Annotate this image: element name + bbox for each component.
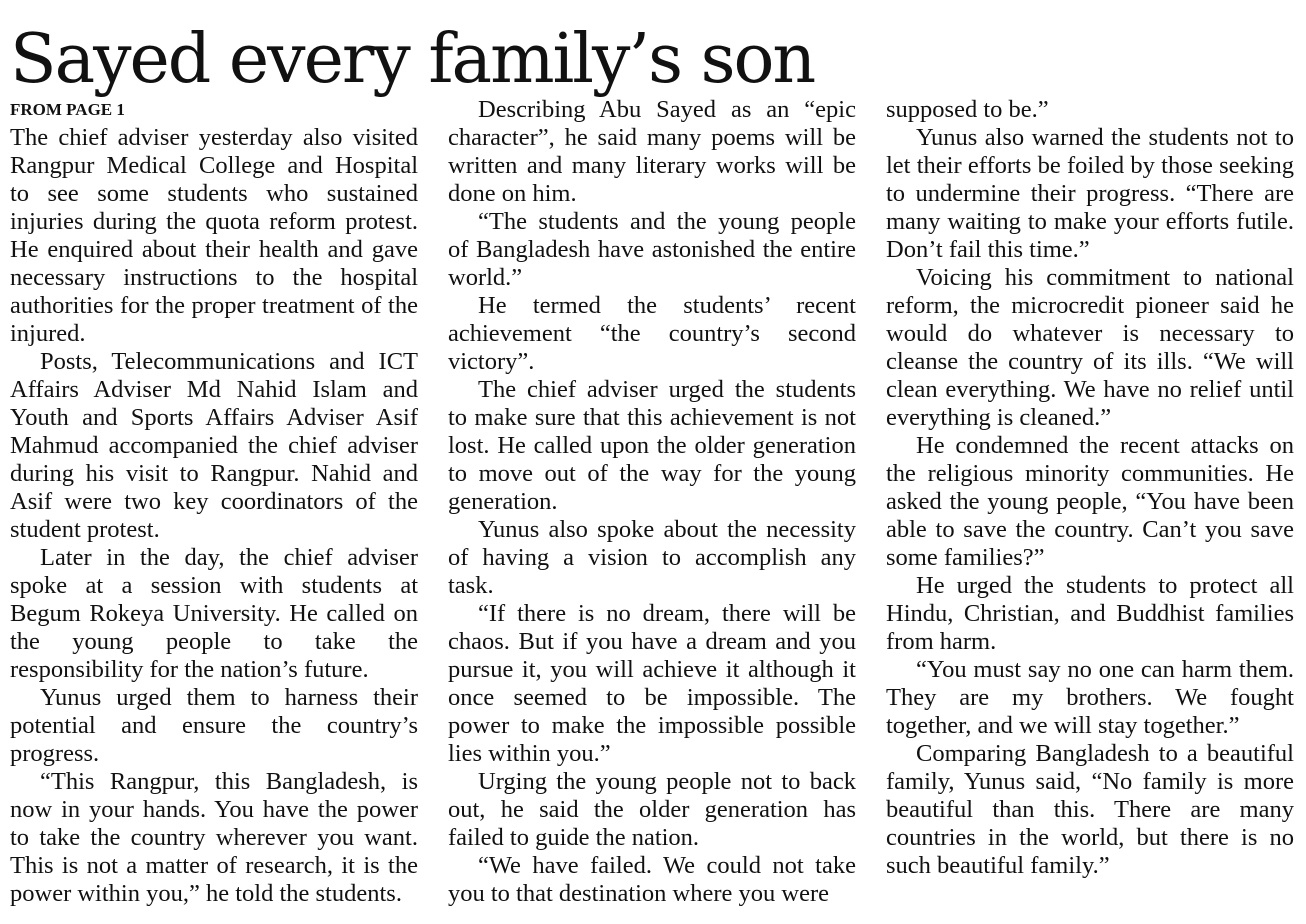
article-column-3 <box>886 96 1294 916</box>
continuation-kicker: FROM PAGE 1 <box>10 100 125 119</box>
paragraph: “We have failed. We could not take you to that destination where you were <box>448 852 856 907</box>
paragraph: “If there is no dream, there will be chaos. But if you have a dream and you pursue it, you will achieve it although it once seemed to be impossible. The power to make the impossible possible lies within you.” <box>448 600 856 767</box>
paragraph: Yunus also spoke about the necessity of having a vision to accomplish any task. <box>448 516 856 599</box>
article-column-2 <box>448 96 856 916</box>
paragraph: The chief adviser yesterday also visited Rangpur Medical College and Hospital to see some students who sustained injuries during the quota reform protest. He enquired about their health and gave necessary instructions to the hospital authorities for the proper treatment of the injured. <box>10 124 418 347</box>
article-column-1 <box>10 96 418 916</box>
headline: Sayed every family’s son <box>10 20 815 99</box>
paragraph: Comparing Bangladesh to a beautiful family, Yunus said, “No family is more beautiful than this. There are many countries in the world, but there is no such beautiful family.” <box>886 740 1294 879</box>
paragraph: Yunus also warned the students not to let their efforts be foiled by those seeking to undermine their progress. “There are many waiting to make your efforts futile. Don’t fail this time.” <box>886 124 1294 263</box>
paragraph: Posts, Telecommunications and ICT Affairs Adviser Md Nahid Islam and Youth and Sports Affairs Adviser Asif Mahmud accompanied the chief adviser during his visit to Rangpur. Nahid and Asif were two key coordinators of the student protest. <box>10 348 418 543</box>
paragraph: Describing Abu Sayed as an “epic character”, he said many poems will be written and many literary works will be done on him. <box>448 96 856 207</box>
paragraph: Later in the day, the chief adviser spoke at a session with students at Begum Rokeya University. He called on the young people to take the responsibility for the nation’s future. <box>10 544 418 683</box>
paragraph: The chief adviser urged the students to make sure that this achievement is not lost. He called upon the older generation to move out of the way for the young generation. <box>448 376 856 515</box>
paragraph: He termed the students’ recent achievement “the country’s second victory”. <box>448 292 856 375</box>
paragraph: “You must say no one can harm them. They are my brothers. We fought together, and we will stay together.” <box>886 656 1294 739</box>
paragraph: He condemned the recent attacks on the religious minority communities. He asked the young people, “You have been able to save the country. Can’t you save some families?” <box>886 432 1294 571</box>
paragraph: “This Rangpur, this Bangladesh, is now in your hands. You have the power to take the country wherever you want. This is not a matter of research, it is the power within you,” he told the students. <box>10 768 418 907</box>
paragraph: He urged the students to protect all Hindu, Christian, and Buddhist families from harm. <box>886 572 1294 655</box>
paragraph: Urging the young people not to back out, he said the older generation has failed to guide the nation. <box>448 768 856 851</box>
paragraph: supposed to be.” <box>886 96 1049 123</box>
paragraph: “The students and the young people of Bangladesh have astonished the entire world.” <box>448 208 856 291</box>
paragraph: Yunus urged them to harness their potential and ensure the country’s progress. <box>10 684 418 767</box>
paragraph: Voicing his commitment to national reform, the microcredit pioneer said he would do whatever is necessary to cleanse the country of its ills. “We will clean everything. We have no relief until everything is cleaned.” <box>886 264 1294 431</box>
